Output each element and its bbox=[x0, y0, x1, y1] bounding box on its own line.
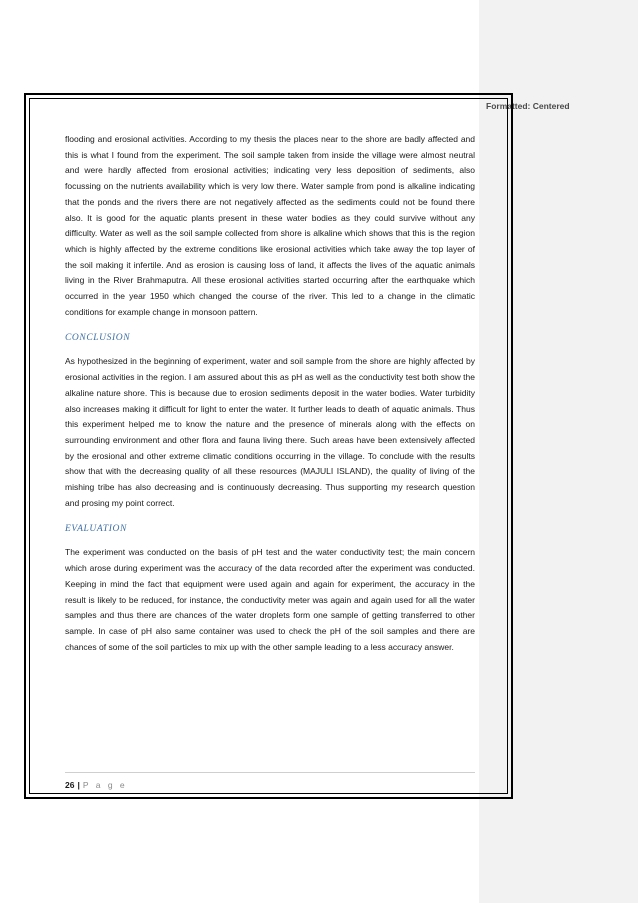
footer-separator: | bbox=[77, 780, 80, 790]
page-number: 26 bbox=[65, 780, 75, 790]
paragraph-evaluation: The experiment was conducted on the basis of pH test and the water conductivity test; the main concern which arose during experiment was the accuracy of the data recorded after the experiment was conducted. Keeping in mind the fact that equipment were used again and again for experiment, the accuracy in the result is likely to be reduced, for instance, the conductivity meter was again and again used for all the water samples and thus there are chances of the water droplets form one sample of getting transferred to other sample. In case of pH also same container was used to check the pH of the soil samples and there are chances of some of the soil particles to mix up with the other sample leading to a less accuracy answer. bbox=[65, 547, 475, 652]
heading-conclusion: CONCLUSION bbox=[65, 333, 131, 344]
paragraph-discussion: flooding and erosional activities. According to my thesis the places near to the shore are badly affected and this is what I found from the experiment. The soil sample taken from inside the village were almost neutral and were hardly affected from erosional activities; indicating very less deposition of sediments, also focussing on the nutrients availability which is very low there. Water sample from pond is alkaline indicating that the ponds and the rivers there are not negatively affected as the sediments could not be found there also. It is good for the aquatic plants present in these water bodies as they could survive without any difficulty. Water as well as the soil sample collected from shore is alkaline which shows that this is the region which is highly affected by the extreme conditions like erosional activities which take away the top layer of the soil making it infertile. And as erosion is causing loss of land, it affects the lives of the aquatic animals living in the River Brahmaputra. All these erosional activities started occurring after the earthquake which occurred in the year 1950 which changed the course of the river. This led to a change in the climatic conditions for example change in monsoon pattern. bbox=[65, 134, 475, 317]
page-label: P a g e bbox=[82, 780, 128, 790]
page-footer bbox=[65, 780, 127, 790]
body-text bbox=[65, 132, 475, 665]
formatting-comment[interactable]: Formatted: Centered bbox=[486, 101, 570, 111]
footer-divider bbox=[65, 772, 475, 773]
heading-evaluation: EVALUATION bbox=[65, 524, 127, 535]
paragraph-conclusion: As hypothesized in the beginning of experiment, water and soil sample from the shore are highly affected by erosional activities in the region. I am assured about this as pH as well as the conductivity test both show the alkaline nature shore. This is because due to erosion sediments deposit in the water bodies. Water turbidity also increases making it difficult for light to enter the water. It further leads to death of aquatic animals. Thus this experiment helped me to know the nature and the presence of minerals along with the effects on surrounding environment and other flora and fauna living there. Such areas have been extensively affected by the erosional and other extreme climatic conditions occurring in the village. To conclude with the results show that with the decreasing quality of all these resources (MAJULI ISLAND), the quality of living of the mishing tribe has also decreasing and is continuously decreasing. Thus supporting my research question and prosing my point correct. bbox=[65, 356, 475, 508]
